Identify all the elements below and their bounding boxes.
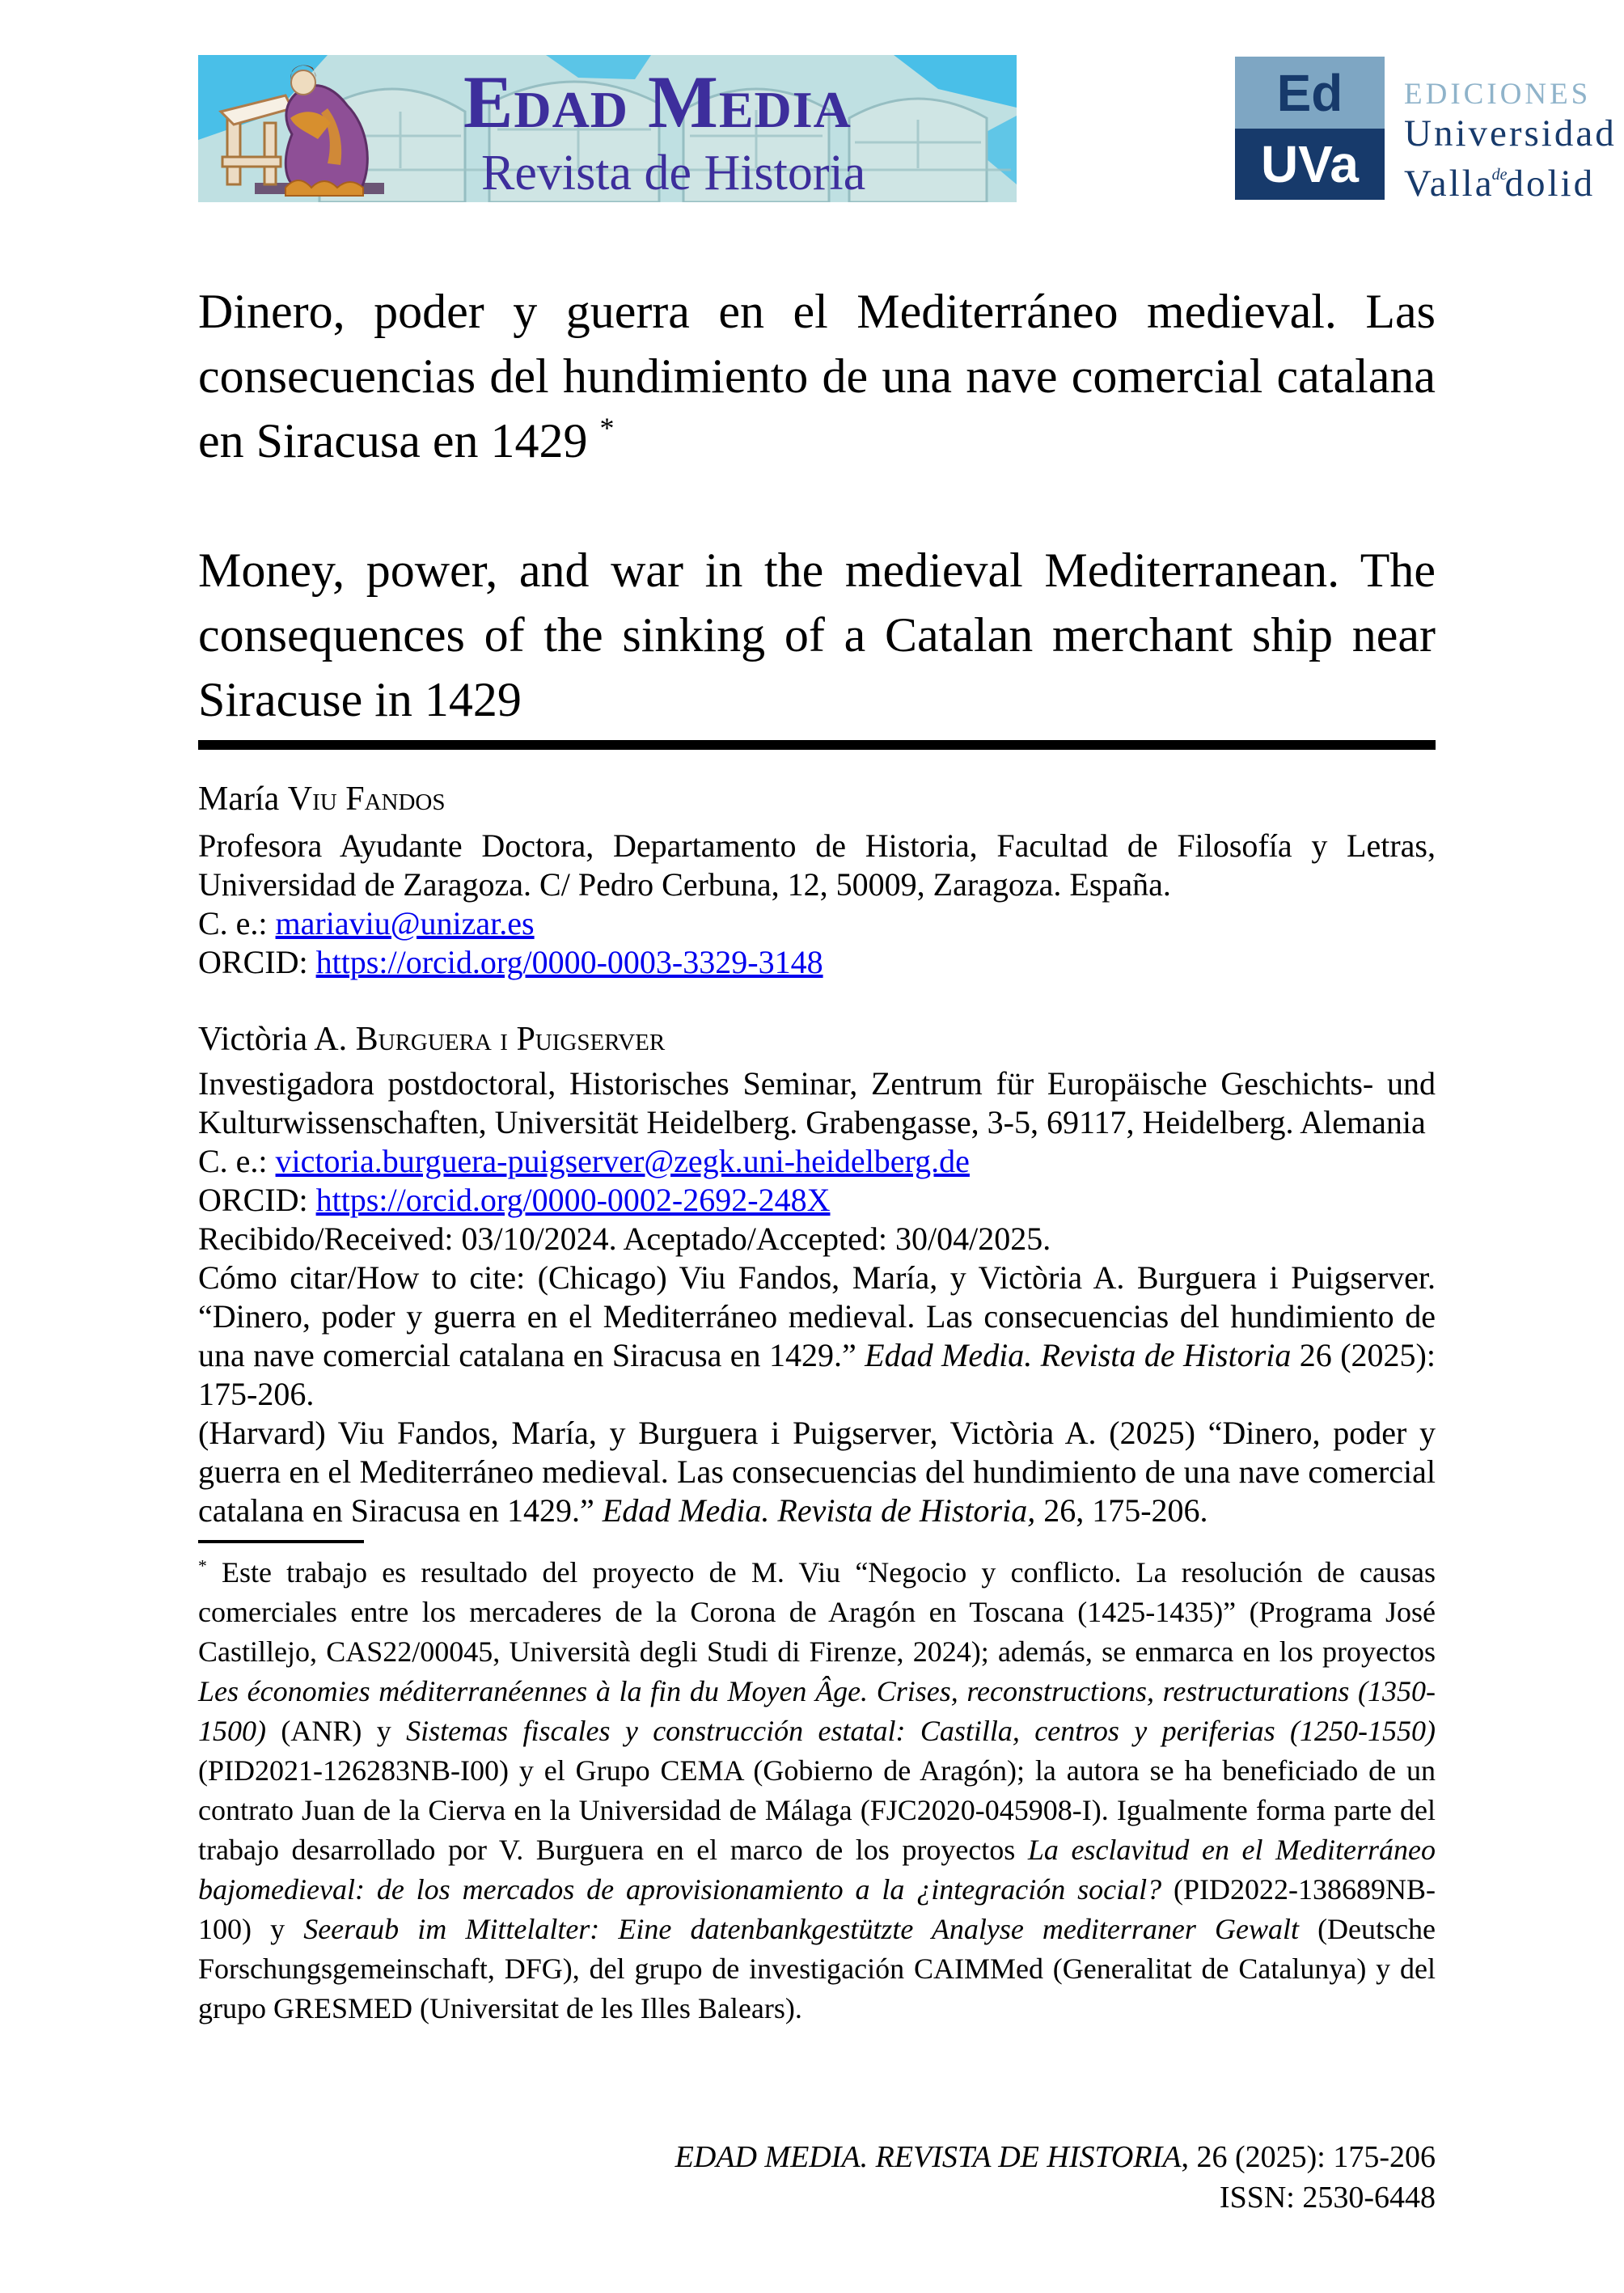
author2-family-name: Burguera i Puigserver — [355, 1021, 666, 1058]
publisher-line-ediciones: EDICIONES — [1404, 78, 1592, 111]
text-segment: La esclavitud en el Mediterráneo bajomedieval: de los mercados de aprovisionamiento a la ¿integración social? — [198, 1834, 1436, 1906]
text-segment: (PID2021-126283NB-I00) y el Grupo CEMA (Gobierno de Aragón); la autora se ha beneficiado de un contrato Juan de la Cierva en la Universidad de Málaga (FJC2020-045908-I). Igualmente forma parte del trabajo desarrollado por V. Burguera en el marco de los proyectos — [198, 1754, 1436, 1866]
author1-affiliation: Profesora Ayudante Doctora, Departamento de Historia, Facultad de Filosofía y Letras, Universidad de Zaragoza. C/ Pedro Cerbuna, 12, 50009, Zaragoza. España. — [198, 827, 1436, 903]
text-segment: Edad Media. Revista de Historia, — [602, 1492, 1036, 1529]
logo-ed-mark: Ed — [1235, 57, 1385, 129]
journal-title: Edad Media — [463, 61, 852, 143]
text-segment: 26 (2025): 175-206. — [198, 1337, 1436, 1412]
journal-subtitle: Revista de Historia — [481, 146, 866, 201]
author2-email-line — [198, 1142, 1436, 1181]
author2-affiliation: Investigadora postdoctoral, Historisches Seminar, Zentrum für Europäische Geschichts- und Kulturwissenschaften, Universität Heidelberg. Grabengasse, 3-5, 69117, Heidelberg. Alemania — [198, 1065, 1436, 1140]
author2-orcid-link[interactable]: https://orcid.org/0000-0002-2692-248X — [315, 1182, 831, 1218]
author-name-1 — [198, 778, 1436, 820]
valladolid-pre: Valla — [1404, 163, 1495, 205]
publisher-logo-text — [1404, 57, 1617, 205]
author1-email-line — [198, 904, 1436, 943]
text-segment: Cómo citar/How to cite: (Chicago) Viu Fandos, María, y Victòria A. Burguera i Puigserver. “Dinero, poder y guerra en el Mediterráneo medieval. Las consecuencias del hundimiento de una nave comercial catalana en Siracusa en 1429.” — [198, 1259, 1436, 1373]
journal-banner — [198, 55, 1017, 202]
title-footnote-marker: * — [599, 412, 615, 444]
logo-uva-mark: UVa — [1235, 129, 1385, 200]
author1-email-link[interactable]: mariaviu@unizar.es — [275, 905, 535, 941]
received-accepted-line: Recibido/Received: 03/10/2024. Aceptado/Accepted: 30/04/2025. — [198, 1221, 1051, 1257]
citation-harvard — [198, 1414, 1436, 1530]
text-segment: 26, 175-206. — [1035, 1492, 1208, 1529]
orcid-label: ORCID: — [198, 944, 316, 980]
valladolid-post: dolid — [1504, 163, 1596, 205]
valladolid-de: de — [1491, 166, 1508, 184]
text-segment: (Harvard) Viu Fandos, María, y Burguera i Puigserver, Victòria A. (2025) “Dinero, poder y guerra en el Mediterráneo medieval. Las consecuencias del hundimiento de una nave comercial catalana en Siracusa en 1429.” — [198, 1415, 1436, 1529]
text-segment: Sistemas fiscales y construcción estatal: Castilla, centros y periferias (1250-1550) — [406, 1715, 1436, 1747]
publisher-logo — [1235, 57, 1617, 205]
author2-email-link[interactable]: victoria.burguera-puigserver@zegk.uni-heidelberg.de — [275, 1143, 970, 1179]
author-name-2 — [198, 1018, 1436, 1060]
email-label: C. e.: — [198, 1143, 276, 1179]
page-footer — [675, 2137, 1436, 2218]
text-segment: Edad Media. Revista de Historia — [865, 1337, 1292, 1373]
text-segment: (PID2022-138689NB-100) y — [198, 1873, 1436, 1945]
author1-given-name: María — [198, 781, 288, 818]
text-segment: (Deutsche Forschungsgemeinschaft, DFG), del grupo de investigación CAIMMed (Generalitat de Catalunya) y del grupo GRESMED (Universitat de les Illes Balears). — [198, 1913, 1436, 2024]
author1-orcid-link[interactable]: https://orcid.org/0000-0003-3329-3148 — [315, 944, 823, 980]
article-title-english: Money, power, and war in the medieval Mediterranean. The consequences of the sinking of a Catalan merchant ship near Siracuse in 1429 — [198, 544, 1436, 726]
text-segment: * — [198, 1556, 207, 1576]
article-content — [198, 279, 1436, 2058]
citation-chicago — [198, 1259, 1436, 1414]
publisher-line-universidad: Universidad — [1404, 112, 1617, 154]
footer-journal-line — [675, 2137, 1436, 2177]
publisher-logo-square — [1235, 57, 1385, 200]
footer-journal-volume: , 26 (2025): 175-206 — [1181, 2140, 1436, 2174]
text-segment: Seeraub im Mittelalter: Eine datenbankgestützte Analyse mediterraner Gewalt — [303, 1913, 1299, 1945]
text-segment: Este trabajo es resultado del proyecto de M. Viu “Negocio y conflicto. La resolución de causas comerciales entre los mercaderes de la Corona de Aragón en Toscana (1425-1435)” (Programa José Castillejo, CAS22/00045, Università degli Studi di Firenze, 2024); además, se enmarca en los proyectos — [198, 1556, 1436, 1668]
footnote-text — [198, 1553, 1436, 2029]
publisher-line-valladolid — [1404, 154, 1617, 205]
orcid-label: ORCID: — [198, 1182, 316, 1218]
author2-given-name: Victòria A. — [198, 1021, 356, 1058]
email-label: C. e.: — [198, 905, 276, 941]
footnote-separator-rule — [198, 1540, 364, 1543]
author1-family-name: Viu Fandos — [287, 781, 446, 818]
text-segment: Les économies méditerranéennes à la fin du Moyen Âge. Crises, reconstructions, restructurations (1350-1500) — [198, 1675, 1436, 1747]
author2-orcid-line — [198, 1181, 1436, 1220]
article-title-spanish — [198, 279, 1436, 473]
footer-issn-line: ISSN: 2530-6448 — [1219, 2181, 1436, 2215]
title-separator-rule — [198, 740, 1436, 750]
footer-journal-name: EDAD MEDIA. REVISTA DE HISTORIA — [675, 2140, 1182, 2174]
author1-orcid-line — [198, 943, 1436, 982]
text-segment: (ANR) y — [266, 1715, 407, 1747]
article-title-spanish-text: Dinero, poder y guerra en el Mediterráneo medieval. Las consecuencias del hundimiento de una nave comercial catalana en Siracusa en 1429 — [198, 285, 1436, 467]
